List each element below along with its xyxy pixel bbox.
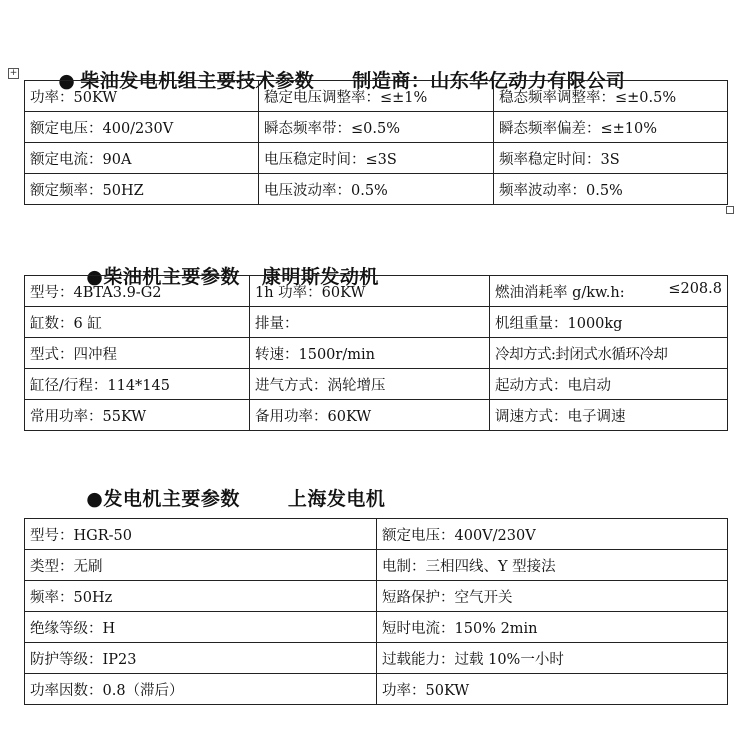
table-row [25, 112, 728, 143]
section3-maker: 上海发电机 [287, 488, 386, 510]
bullet-icon: ● [58, 70, 76, 92]
table-row [25, 612, 728, 643]
table-cell: 备用功率：60KW [250, 400, 490, 431]
section1-table [24, 80, 728, 205]
section2-maker: 康明斯发动机 [261, 266, 379, 288]
table-cell: 频率稳定时间：3S [494, 143, 728, 174]
table-cell: 瞬态频率带：≤0.5% [259, 112, 494, 143]
table-cell: 额定频率：50HZ [25, 174, 259, 205]
table-cell: 起动方式：电启动 [490, 369, 728, 400]
table-row [25, 581, 728, 612]
table-resize-handle-icon[interactable] [726, 206, 734, 214]
table-row [25, 143, 728, 174]
table-cell: 稳态频率调整率：≤±0.5% [494, 81, 728, 112]
table-cell: 过载能力：过载 10%一小时 [377, 643, 728, 674]
table-cell: 进气方式：涡轮增压 [250, 369, 490, 400]
table-row [25, 338, 728, 369]
table-cell: 型号：HGR-50 [25, 519, 377, 550]
table-cell: 瞬态频率偏差：≤±10% [494, 112, 728, 143]
table-row [25, 674, 728, 705]
table-row [25, 174, 728, 205]
table-cell: 额定电流：90A [25, 143, 259, 174]
table-cell: 排量： [250, 307, 490, 338]
table-cell: 冷却方式:封闭式水循环冷却 [490, 338, 728, 369]
table-cell: 短路保护：空气开关 [377, 581, 728, 612]
table-cell: 类型：无刷 [25, 550, 377, 581]
bullet-icon: ● [86, 266, 104, 288]
section1-title: 柴油发电机组主要技术参数 [80, 70, 315, 92]
table-cell: 缸数：6 缸 [25, 307, 250, 338]
fuel-consumption-value: ≤208.8 [668, 280, 722, 297]
table-cell: 型号：4BTA3.9-G2 [25, 276, 250, 307]
table-cell: 调速方式：电子调速 [490, 400, 728, 431]
table-cell: 型式：四冲程 [25, 338, 250, 369]
table-cell: 转速：1500r/min [250, 338, 490, 369]
table-cell: 防护等级：IP23 [25, 643, 377, 674]
table-row [25, 400, 728, 431]
table-cell: 绝缘等级：H [25, 612, 377, 643]
table-row [25, 550, 728, 581]
section3-title: 发电机主要参数 [103, 488, 240, 510]
section1-maker-label: 制造商： [352, 70, 431, 92]
table-cell: 短时电流：150% 2min [377, 612, 728, 643]
table-cell [490, 276, 728, 307]
table-cell: 频率波动率：0.5% [494, 174, 728, 205]
table-cell: 电制：三相四线、Y 型接法 [377, 550, 728, 581]
section3-table [24, 518, 728, 705]
table-cell: 功率：50KW [377, 674, 728, 705]
table-cell: 功率因数：0.8（滞后） [25, 674, 377, 705]
table-move-handle-icon[interactable]: + [9, 68, 18, 78]
table-row [25, 81, 728, 112]
table-cell: 电压稳定时间：≤3S [259, 143, 494, 174]
table-row [25, 519, 728, 550]
table-cell: 额定电压：400/230V [25, 112, 259, 143]
table-row [25, 276, 728, 307]
table-cell: 稳定电压调整率：≤±1% [259, 81, 494, 112]
fuel-consumption-label: 燃油消耗率 g/kw.h: [495, 284, 625, 301]
section2-title: 柴油机主要参数 [103, 266, 240, 288]
bullet-icon: ● [86, 488, 104, 510]
table-cell: 功率：50KW [25, 81, 259, 112]
table-cell: 频率：50Hz [25, 581, 377, 612]
table-row [25, 643, 728, 674]
section2-table [24, 275, 728, 431]
table-cell: 缸径/行程：114*145 [25, 369, 250, 400]
table-row [25, 307, 728, 338]
table-cell: 电压波动率：0.5% [259, 174, 494, 205]
section1-maker: 山东华亿动力有限公司 [430, 70, 626, 92]
section3-heading [72, 462, 385, 511]
table-cell: 额定电压：400V/230V [377, 519, 728, 550]
table-row [25, 369, 728, 400]
table-cell: 1h 功率：60KW [250, 276, 490, 307]
table-cell: 机组重量：1000kg [490, 307, 728, 338]
table-cell: 常用功率：55KW [25, 400, 250, 431]
